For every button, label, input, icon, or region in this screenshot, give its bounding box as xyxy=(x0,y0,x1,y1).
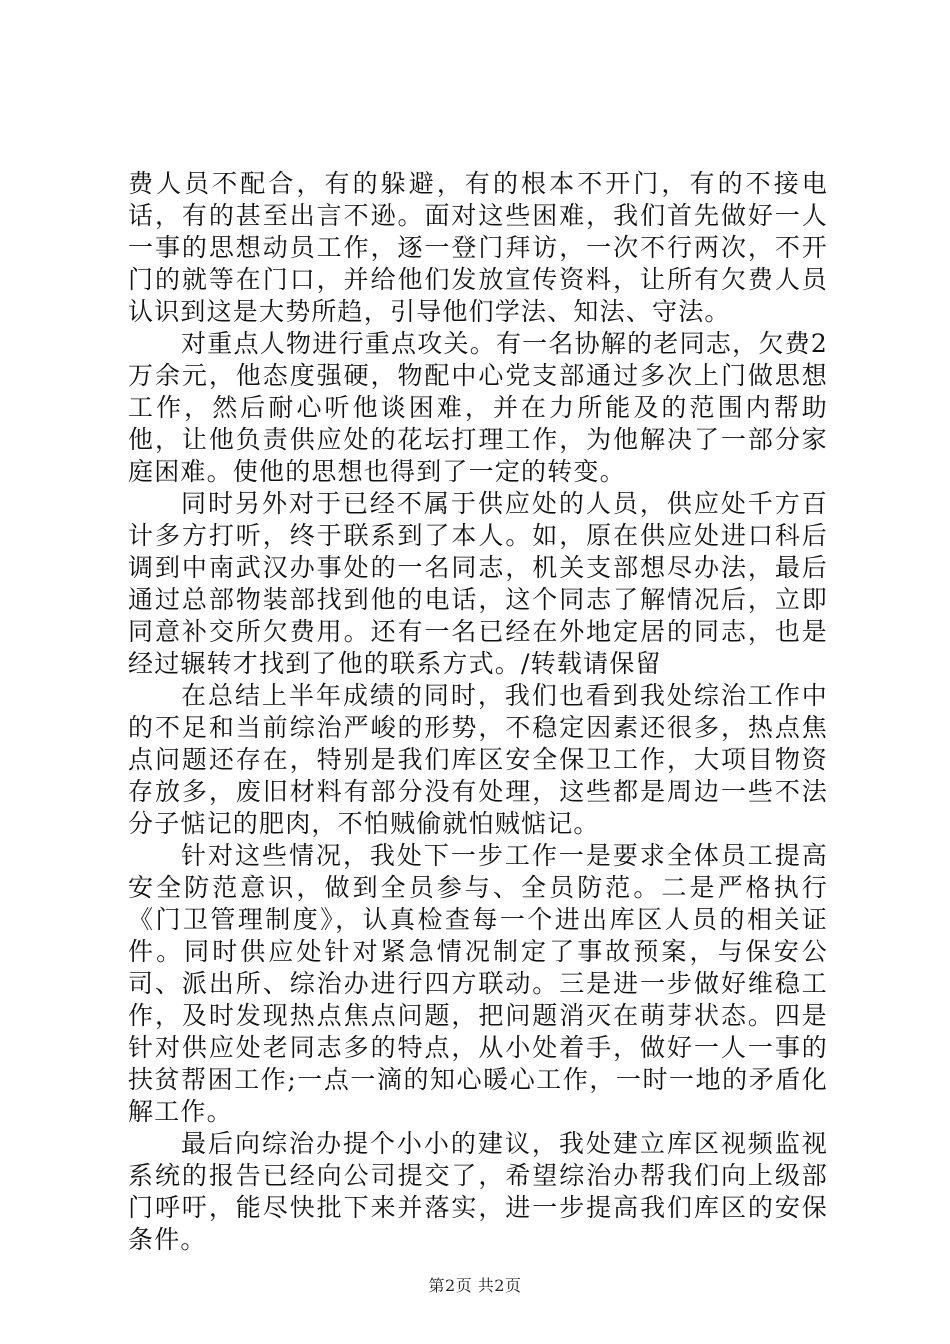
paragraph-continuation: 费人员不配合，有的躲避，有的根本不开门，有的不接电话，有的甚至出言不逊。面对这些困难，我们首先做好一人一事的思想动员工作，逐一登门拜访，一次不行两次，不开门的就等在门口，并给他们发放宣传资料，让所有欠费人员认识到这是大势所趋，引导他们学法、知法、守法。 xyxy=(128,169,828,326)
paragraph-next-steps: 针对这些情况，我处下一步工作一是要求全体员工提高安全防范意识，做到全员参与、全员防范。二是严格执行《门卫管理制度》，认真检查每一个进出库区人员的相关证件。同时供应处针对紧急情况制定了事故预案，与保安公司、派出所、综治办进行四方联动。三是进一步做好维稳工作，及时发现热点焦点问题，把问题消灭在萌芽状态。四是针对供应处老同志多的特点，从小处着手，做好一人一事的扶贫帮困工作;一点一滴的知心暖心工作，一时一地的矛盾化解工作。 xyxy=(128,841,828,1126)
document-body xyxy=(128,168,828,1256)
paragraph-key-person: 对重点人物进行重点攻关。有一名协解的老同志，欠费2万余元，他态度强硬，物配中心党支部通过多次上门做思想工作，然后耐心听他谈困难，并在力所能及的范围内帮助他，让他负责供应处的花坛打理工作，为他解决了一部分家庭困难。使他的思想也得到了一定的转变。 xyxy=(128,329,828,486)
page-number-footer: 第2页 共2页 xyxy=(428,1276,522,1295)
paragraph-shortcomings: 在总结上半年成绩的同时，我们也看到我处综治工作中的不足和当前综治严峻的形势，不稳定因素还很多，热点焦点问题还存在，特别是我们库区安全保卫工作，大项目物资存放多，废旧材料有部分没有处理，这些都是周边一些不法分子惦记的肥肉，不怕贼偷就怕贼惦记。 xyxy=(128,681,828,838)
paragraph-suggestion: 最后向综治办提个小小的建议，我处建立库区视频监视系统的报告已经向公司提交了，希望综治办帮我们向上级部门呼吁，能尽快批下来并落实，进一步提高我们库区的安保条件。 xyxy=(128,1129,828,1254)
paragraph-former-staff: 同时另外对于已经不属于供应处的人员，供应处千方百计多方打听，终于联系到了本人。如，原在供应处进口科后调到中南武汉办事处的一名同志，机关支部想尽办法，最后通过总部物装部找到他的电话，这个同志了解情况后，立即同意补交所欠费用。还有一名已经在外地定居的同志，也是经过辗转才找到了他的联系方式。/转载请保留 xyxy=(128,489,828,678)
